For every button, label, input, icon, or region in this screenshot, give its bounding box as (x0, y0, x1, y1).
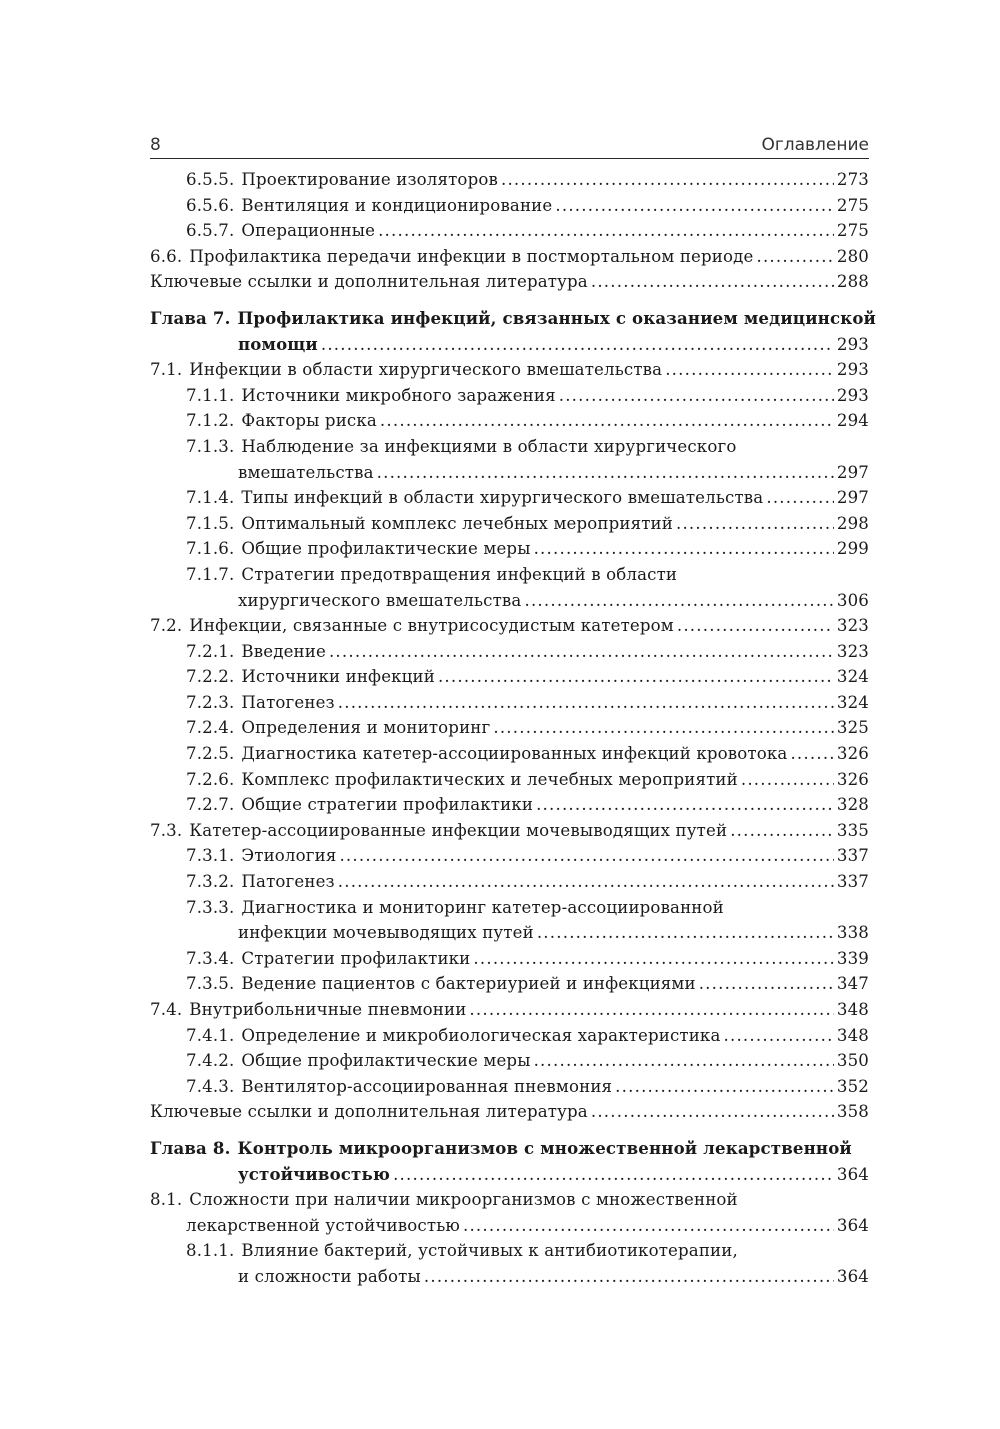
dot-leader (424, 1264, 834, 1290)
toc-entry[interactable]: 8.1.1. Влияние бактерий, устойчивых к антибиотикотерапии, и сложности работы ..... 364 (150, 1238, 869, 1289)
toc-entry[interactable]: 7.4.2. Общие профилактические меры ..... 350 (150, 1048, 869, 1074)
dot-leader (699, 971, 834, 997)
toc-entry[interactable]: 7.4.3. Вентилятор-ассоциированная пневмония ..... 352 (150, 1074, 869, 1100)
toc-entry[interactable]: 6.5.7. Операционные ..... 275 (150, 218, 869, 244)
book-page (150, 130, 877, 1290)
dot-leader (555, 193, 834, 219)
dot-leader (377, 460, 834, 486)
toc-entry[interactable]: 7.2. Инфекции, связанные с внутрисосудистым катетером ..... 323 (150, 613, 869, 639)
section-title: Оглавление (761, 135, 869, 155)
toc-entry[interactable]: 6.5.6. Вентиляция и кондиционирование ..... 275 (150, 193, 869, 219)
dot-leader (665, 357, 834, 383)
dot-leader (438, 664, 834, 690)
toc-entry[interactable]: 7.1. Инфекции в области хирургического вмешательства ..... 293 (150, 357, 869, 383)
dot-leader (677, 613, 834, 639)
dot-leader (534, 1048, 834, 1074)
toc-entry[interactable]: 6.5.5. Проектирование изоляторов ..... 273 (150, 167, 869, 193)
dot-leader (338, 690, 834, 716)
toc-entry[interactable]: 7.2.5. Диагностика катетер-ассоциированных инфекций кровотока ..... 326 (150, 741, 869, 767)
dot-leader (559, 383, 834, 409)
running-head (150, 130, 869, 159)
dot-leader (321, 332, 834, 358)
dot-leader (493, 715, 834, 741)
toc-entry[interactable]: 7.2.1. Введение ..... 323 (150, 639, 869, 665)
chapter-8-heading[interactable]: Глава 8. Контроль микроорганизмов с множественной лекарственной устойчивостью ..... 364 (150, 1136, 869, 1187)
dot-leader (469, 997, 833, 1023)
dot-leader (378, 218, 834, 244)
dot-leader (329, 639, 834, 665)
toc-entry[interactable]: 7.4. Внутрибольничные пневмонии ..... 348 (150, 997, 869, 1023)
toc-entry[interactable]: 7.2.2. Источники инфекций ..... 324 (150, 664, 869, 690)
toc-entry[interactable]: 7.1.6. Общие профилактические меры ..... 299 (150, 536, 869, 562)
dot-leader (756, 244, 833, 270)
toc-entry[interactable]: 7.3. Катетер-ассоциированные инфекции мочевыводящих путей ..... 335 (150, 818, 869, 844)
toc-entry[interactable]: 7.1.4. Типы инфекций в области хирургического вмешательства ..... 297 (150, 485, 869, 511)
toc-entry[interactable]: 7.2.3. Патогенез ..... 324 (150, 690, 869, 716)
toc-entry[interactable]: 7.3.2. Патогенез ..... 337 (150, 869, 869, 895)
dot-leader (339, 843, 833, 869)
dot-leader (501, 167, 834, 193)
dot-leader (615, 1074, 834, 1100)
dot-leader (536, 792, 834, 818)
dot-leader (463, 1213, 834, 1239)
toc-entry[interactable]: 7.2.4. Определения и мониторинг ..... 325 (150, 715, 869, 741)
toc-entry[interactable]: 7.3.1. Этиология ..... 337 (150, 843, 869, 869)
toc-entry[interactable]: 7.3.3. Диагностика и мониторинг катетер-ассоциированной инфекции мочевыводящих путей ..... 338 (150, 895, 869, 946)
dot-leader (393, 1162, 834, 1188)
dot-leader (338, 869, 834, 895)
toc-entry[interactable]: 7.1.3. Наблюдение за инфекциями в области хирургического вмешательства ..... 297 (150, 434, 869, 485)
dot-leader (380, 408, 834, 434)
toc-entry[interactable]: 7.1.1. Источники микробного заражения ..... 293 (150, 383, 869, 409)
dot-leader (676, 511, 834, 537)
page-number: 8 (150, 135, 161, 155)
toc-entry[interactable]: 7.2.6. Комплекс профилактических и лечебных мероприятий ..... 326 (150, 767, 869, 793)
toc-entry[interactable]: 7.3.4. Стратегии профилактики ..... 339 (150, 946, 869, 972)
toc-entry[interactable]: 7.2.7. Общие стратегии профилактики ..... 328 (150, 792, 869, 818)
toc-entry[interactable]: 8.1. Сложности при наличии микроорганизмов с множественной лекарственной устойчивостью ..... 364 (150, 1187, 869, 1238)
dot-leader (766, 485, 834, 511)
chapter-7-heading[interactable]: Глава 7. Профилактика инфекций, связанных с оказанием медицинской помощи ..... 293 (150, 306, 869, 357)
table-of-contents (150, 167, 877, 1290)
dot-leader (591, 1099, 834, 1125)
toc-entry[interactable]: 7.1.2. Факторы риска ..... 294 (150, 408, 869, 434)
dot-leader (524, 588, 833, 614)
toc-entry[interactable]: 7.4.1. Определение и микробиологическая характеристика ..... 348 (150, 1023, 869, 1049)
dot-leader (537, 920, 834, 946)
dot-leader (473, 946, 833, 972)
dot-leader (790, 741, 833, 767)
dot-leader (534, 536, 834, 562)
dot-leader (724, 1023, 834, 1049)
dot-leader (730, 818, 834, 844)
dot-leader (591, 269, 834, 295)
toc-entry[interactable]: 7.3.5. Ведение пациентов с бактериурией и инфекциями ..... 347 (150, 971, 869, 997)
toc-entry[interactable]: Ключевые ссылки и дополнительная литература ..... 288 (150, 269, 869, 295)
toc-entry[interactable]: Ключевые ссылки и дополнительная литература ..... 358 (150, 1099, 869, 1125)
toc-entry[interactable]: 6.6. Профилактика передачи инфекции в постмортальном периоде ..... 280 (150, 244, 869, 270)
toc-entry[interactable]: 7.1.5. Оптимальный комплекс лечебных мероприятий ..... 298 (150, 511, 869, 537)
toc-entry[interactable]: 7.1.7. Стратегии предотвращения инфекций в области хирургического вмешательства ..... 306 (150, 562, 869, 613)
dot-leader (741, 767, 834, 793)
